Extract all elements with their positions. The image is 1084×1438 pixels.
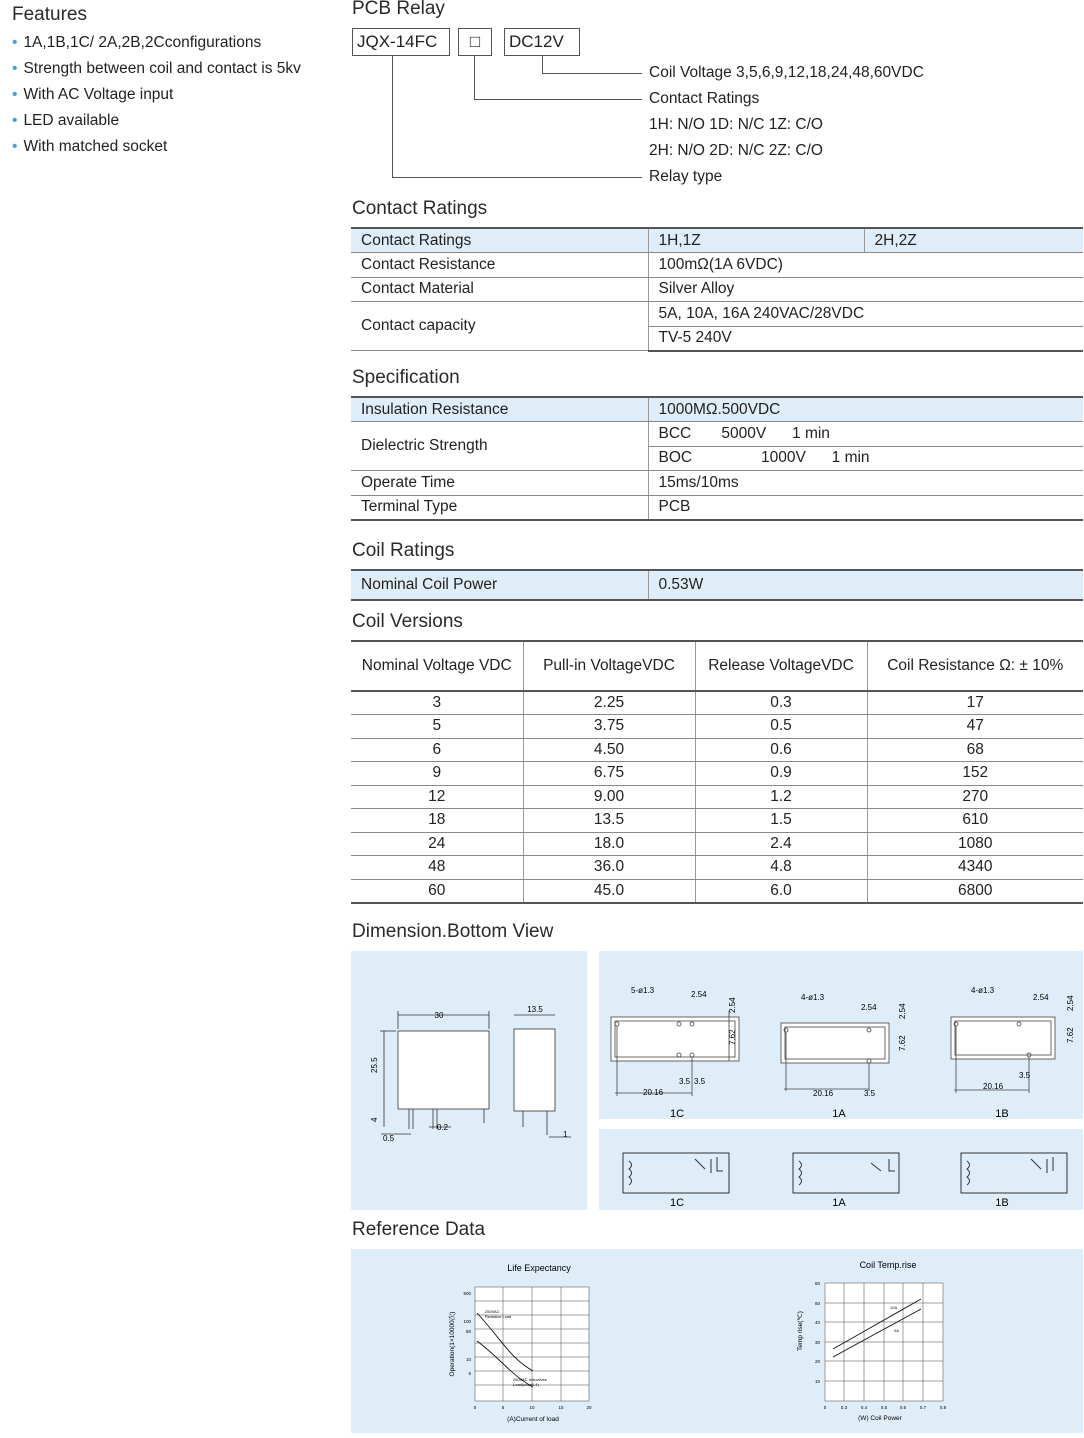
table-cell: 13.5 xyxy=(523,809,695,833)
table-row xyxy=(351,570,1083,600)
table-cell: Contact Ratings xyxy=(351,228,648,253)
table-cell: 6 xyxy=(351,738,523,762)
view-label-1a: 1A xyxy=(832,1108,846,1119)
dim-label: 0.2 xyxy=(437,1123,449,1132)
table-row xyxy=(351,809,1083,833)
table-cell: 2H,2Z xyxy=(864,228,1083,253)
table-row xyxy=(351,422,1083,447)
dimension-title: Dimension.Bottom View xyxy=(352,921,554,942)
dim-label: 7.62 xyxy=(1066,1027,1075,1043)
table-cell: 17 xyxy=(867,691,1083,715)
dim-label: 2.54 xyxy=(1066,995,1075,1011)
temp-xtick: 0.4 xyxy=(860,1405,868,1410)
life-annotation: 250VAC xyxy=(485,1309,500,1314)
table-cell: 2.25 xyxy=(523,691,695,715)
life-ylabel: Operation(1×10000次) xyxy=(449,1311,456,1377)
temp-xtick: 0.6 xyxy=(899,1405,907,1410)
life-annotation: 250VAC Inductives xyxy=(513,1377,547,1382)
temp-ytick: 30 xyxy=(814,1340,820,1345)
leader-line xyxy=(392,177,642,178)
temp-ytick: 40 xyxy=(814,1320,820,1325)
temp-ytick: 60 xyxy=(814,1281,820,1286)
table-cell: BOC 1000V 1 min xyxy=(648,446,1083,471)
table-cell: 1080 xyxy=(867,832,1083,856)
table-cell: 0.53W xyxy=(648,570,1083,600)
dim-label: 7.62 xyxy=(728,1029,737,1045)
table-row xyxy=(351,785,1083,809)
table-cell: Contact Material xyxy=(351,277,648,302)
coil-ratings-title: Coil Ratings xyxy=(352,540,455,561)
table-cell: 68 xyxy=(867,738,1083,762)
life-xtick: 10 xyxy=(529,1405,535,1410)
life-ytick: 5 xyxy=(468,1371,471,1376)
life-chart-title: Life Expectancy xyxy=(507,1263,571,1273)
table-cell: Insulation Resistance xyxy=(351,397,648,422)
coil-versions-title: Coil Versions xyxy=(352,611,463,632)
table-cell: 1000MΩ.500VDC xyxy=(648,397,1083,422)
table-cell: 47 xyxy=(867,715,1083,739)
life-ytick: 10 xyxy=(465,1357,471,1362)
feature-item: • With matched socket xyxy=(12,138,301,164)
table-cell: PCB xyxy=(648,495,1083,520)
table-row xyxy=(351,277,1083,302)
table-row xyxy=(351,879,1083,903)
dim-label: 20.16 xyxy=(643,1088,664,1097)
relay-outline-drawing xyxy=(351,951,587,1210)
table-cell: 36.0 xyxy=(523,856,695,880)
dim-label: 2.54 xyxy=(1033,993,1049,1002)
life-ytick: 500 xyxy=(463,1291,471,1296)
feature-item: • 1A,1B,1C/ 2A,2B,2Cconfigurations xyxy=(12,34,301,60)
code-contact-box: □ xyxy=(458,28,492,56)
table-cell: 6.0 xyxy=(695,879,867,903)
dim-label: 20.16 xyxy=(813,1089,834,1098)
table-row xyxy=(351,762,1083,786)
table-cell: 100mΩ(1A 6VDC) xyxy=(648,253,1083,278)
dim-label: 25.5 xyxy=(370,1057,379,1073)
legend-2-form: 2H: N/O 2D: N/C 2Z: C/O xyxy=(649,142,823,159)
view-label-1a: 1A xyxy=(832,1197,846,1209)
table-cell: 610 xyxy=(867,809,1083,833)
pcb-layout-drawing xyxy=(599,951,1083,1119)
legend-relay-type: Relay type xyxy=(649,168,723,185)
code-relay-type: JQX-14FC xyxy=(352,28,450,56)
column-header: Release VoltageVDC xyxy=(695,641,867,691)
dim-label: 2.54 xyxy=(898,1003,907,1019)
view-label-1c: 1C xyxy=(669,1108,685,1119)
dim-label: 0.5 xyxy=(383,1134,395,1143)
dim-label: 4-ø1.3 xyxy=(801,993,825,1002)
contact-ratings-table xyxy=(351,227,1083,352)
table-cell: 18 xyxy=(351,809,523,833)
dim-label: 3.5 xyxy=(864,1089,876,1098)
leader-line xyxy=(392,56,393,177)
coil-ratings-table xyxy=(351,569,1083,601)
pcb-relay-title: PCB Relay xyxy=(352,0,445,19)
life-xtick: 15 xyxy=(558,1405,564,1410)
table-cell: Operate Time xyxy=(351,471,648,496)
view-label-1b: 1B xyxy=(995,1197,1009,1209)
coil-versions-table xyxy=(351,640,1083,904)
table-row xyxy=(351,715,1083,739)
reference-data-title: Reference Data xyxy=(352,1219,486,1240)
table-cell: 5 xyxy=(351,715,523,739)
temp-xtick: 0.8 xyxy=(939,1405,947,1410)
column-header: Pull-in VoltageVDC xyxy=(523,641,695,691)
table-row xyxy=(351,738,1083,762)
table-cell: Contact capacity xyxy=(351,302,648,351)
column-header: Nominal Voltage VDC xyxy=(351,641,523,691)
temp-ytick: 20 xyxy=(814,1359,820,1364)
leader-line xyxy=(542,73,642,74)
table-cell: 3.75 xyxy=(523,715,695,739)
feature-item: • Strength between coil and contact is 5kv xyxy=(12,60,301,86)
dim-label: 3.5 xyxy=(679,1077,691,1086)
contact-ratings-title: Contact Ratings xyxy=(352,198,488,219)
dim-label: 2.54 xyxy=(728,997,737,1013)
specification-table xyxy=(351,396,1083,521)
table-row xyxy=(351,228,1083,253)
table-cell: 4.50 xyxy=(523,738,695,762)
table-cell: 18.0 xyxy=(523,832,695,856)
life-xtick: 5 xyxy=(501,1405,505,1410)
view-label-1b: 1B xyxy=(995,1108,1009,1119)
legend-contact-ratings: Contact Ratings xyxy=(649,90,760,107)
table-cell: Silver Alloy xyxy=(648,277,1083,302)
life-xtick: 0 xyxy=(473,1405,477,1410)
dim-label: 4-ø1.3 xyxy=(971,986,995,995)
table-cell: 2.4 xyxy=(695,832,867,856)
dim-label: 7.62 xyxy=(898,1035,907,1051)
table-cell: 4340 xyxy=(867,856,1083,880)
dim-label: 3.5 xyxy=(694,1077,706,1086)
temp-annotation: 10A xyxy=(890,1305,898,1310)
table-cell: 45.0 xyxy=(523,879,695,903)
temp-chart-title: Coil Temp.rise xyxy=(859,1260,917,1270)
table-cell: Nominal Coil Power xyxy=(351,570,648,600)
life-ytick: 100 xyxy=(463,1319,471,1324)
table-cell: 152 xyxy=(867,762,1083,786)
table-cell: Dielectric Strength xyxy=(351,422,648,471)
table-row xyxy=(351,856,1083,880)
table-cell: 12 xyxy=(351,785,523,809)
temp-ylabel: Temp rise(℃) xyxy=(797,1311,804,1351)
table-cell: 0.5 xyxy=(695,715,867,739)
table-cell: 6.75 xyxy=(523,762,695,786)
table-cell: 0.9 xyxy=(695,762,867,786)
temp-xtick: 0.3 xyxy=(840,1405,848,1410)
features-title: Features xyxy=(12,4,87,25)
dim-label: 1 xyxy=(563,1130,568,1139)
outline-drawing-panel xyxy=(351,951,587,1210)
dim-label: 4 xyxy=(370,1117,379,1122)
table-cell: 9 xyxy=(351,762,523,786)
leader-line xyxy=(474,99,642,100)
table-row xyxy=(351,471,1083,496)
table-cell: 24 xyxy=(351,832,523,856)
table-cell: 5A, 10A, 16A 240VAC/28VDC xyxy=(648,302,1083,327)
table-row xyxy=(351,302,1083,327)
temp-xtick: 0 xyxy=(823,1405,827,1410)
table-row xyxy=(351,832,1083,856)
table-cell: Terminal Type xyxy=(351,495,648,520)
legend-coil-voltage: Coil Voltage 3,5,6,9,12,18,24,48,60VDC xyxy=(649,64,924,81)
table-row xyxy=(351,253,1083,278)
table-cell: 1.2 xyxy=(695,785,867,809)
temp-ytick: 10 xyxy=(814,1379,820,1384)
table-cell: BCC 5000V 1 min xyxy=(648,422,1083,447)
view-label-1c: 1C xyxy=(669,1197,685,1209)
life-annotation: Resistive Load xyxy=(485,1314,512,1319)
life-ytick: 50 xyxy=(465,1329,471,1334)
feature-item: • With AC Voltage input xyxy=(12,86,301,112)
table-cell: 6800 xyxy=(867,879,1083,903)
table-cell: 4.8 xyxy=(695,856,867,880)
life-xtick: 20 xyxy=(586,1405,592,1410)
temp-annotation: 0A xyxy=(894,1328,899,1333)
table-cell: Contact Resistance xyxy=(351,253,648,278)
feature-item: • LED available xyxy=(12,112,301,138)
specification-title: Specification xyxy=(352,367,460,388)
dim-label: 20.16 xyxy=(983,1082,1004,1091)
table-cell: 3 xyxy=(351,691,523,715)
dim-label: 5-ø1.3 xyxy=(631,986,655,995)
table-row xyxy=(351,397,1083,422)
table-cell: 270 xyxy=(867,785,1083,809)
table-cell: 48 xyxy=(351,856,523,880)
life-annotation: Load(cosø0.4) xyxy=(513,1382,539,1387)
table-cell: 0.3 xyxy=(695,691,867,715)
legend-1-form: 1H: N/O 1D: N/C 1Z: C/O xyxy=(649,116,823,133)
column-header: Coil Resistance Ω: ± 10% xyxy=(867,641,1083,691)
wiring-diagram xyxy=(599,1129,1083,1210)
dim-label: 2.54 xyxy=(691,990,707,999)
table-cell: 0.6 xyxy=(695,738,867,762)
table-header-row xyxy=(351,641,1083,691)
features-list xyxy=(12,34,301,164)
pcb-layout-panel xyxy=(599,951,1083,1119)
code-coil-voltage: DC12V xyxy=(504,28,580,56)
dim-label: 30 xyxy=(434,1011,444,1020)
table-cell: TV-5 240V xyxy=(648,326,1083,351)
table-row xyxy=(351,495,1083,520)
wiring-diagram-panel xyxy=(599,1129,1083,1210)
dim-label: 2.54 xyxy=(861,1003,877,1012)
temp-ytick: 50 xyxy=(814,1301,820,1306)
life-xlabel: (A)Current of load xyxy=(507,1416,559,1423)
table-cell: 9.00 xyxy=(523,785,695,809)
leader-line xyxy=(542,56,543,73)
reference-charts xyxy=(351,1249,1083,1433)
table-cell: 1H,1Z xyxy=(648,228,864,253)
table-row xyxy=(351,691,1083,715)
table-cell: 15ms/10ms xyxy=(648,471,1083,496)
table-cell: 60 xyxy=(351,879,523,903)
table-cell: 1.5 xyxy=(695,809,867,833)
dim-label: 13.5 xyxy=(527,1005,543,1014)
leader-line xyxy=(474,56,475,99)
temp-xlabel: (W) Coil Power xyxy=(858,1415,902,1422)
temp-xtick: 0.5 xyxy=(880,1405,888,1410)
dim-label: 3.5 xyxy=(1019,1071,1031,1080)
reference-data-panel xyxy=(351,1249,1083,1433)
temp-xtick: 0.7 xyxy=(919,1405,927,1410)
